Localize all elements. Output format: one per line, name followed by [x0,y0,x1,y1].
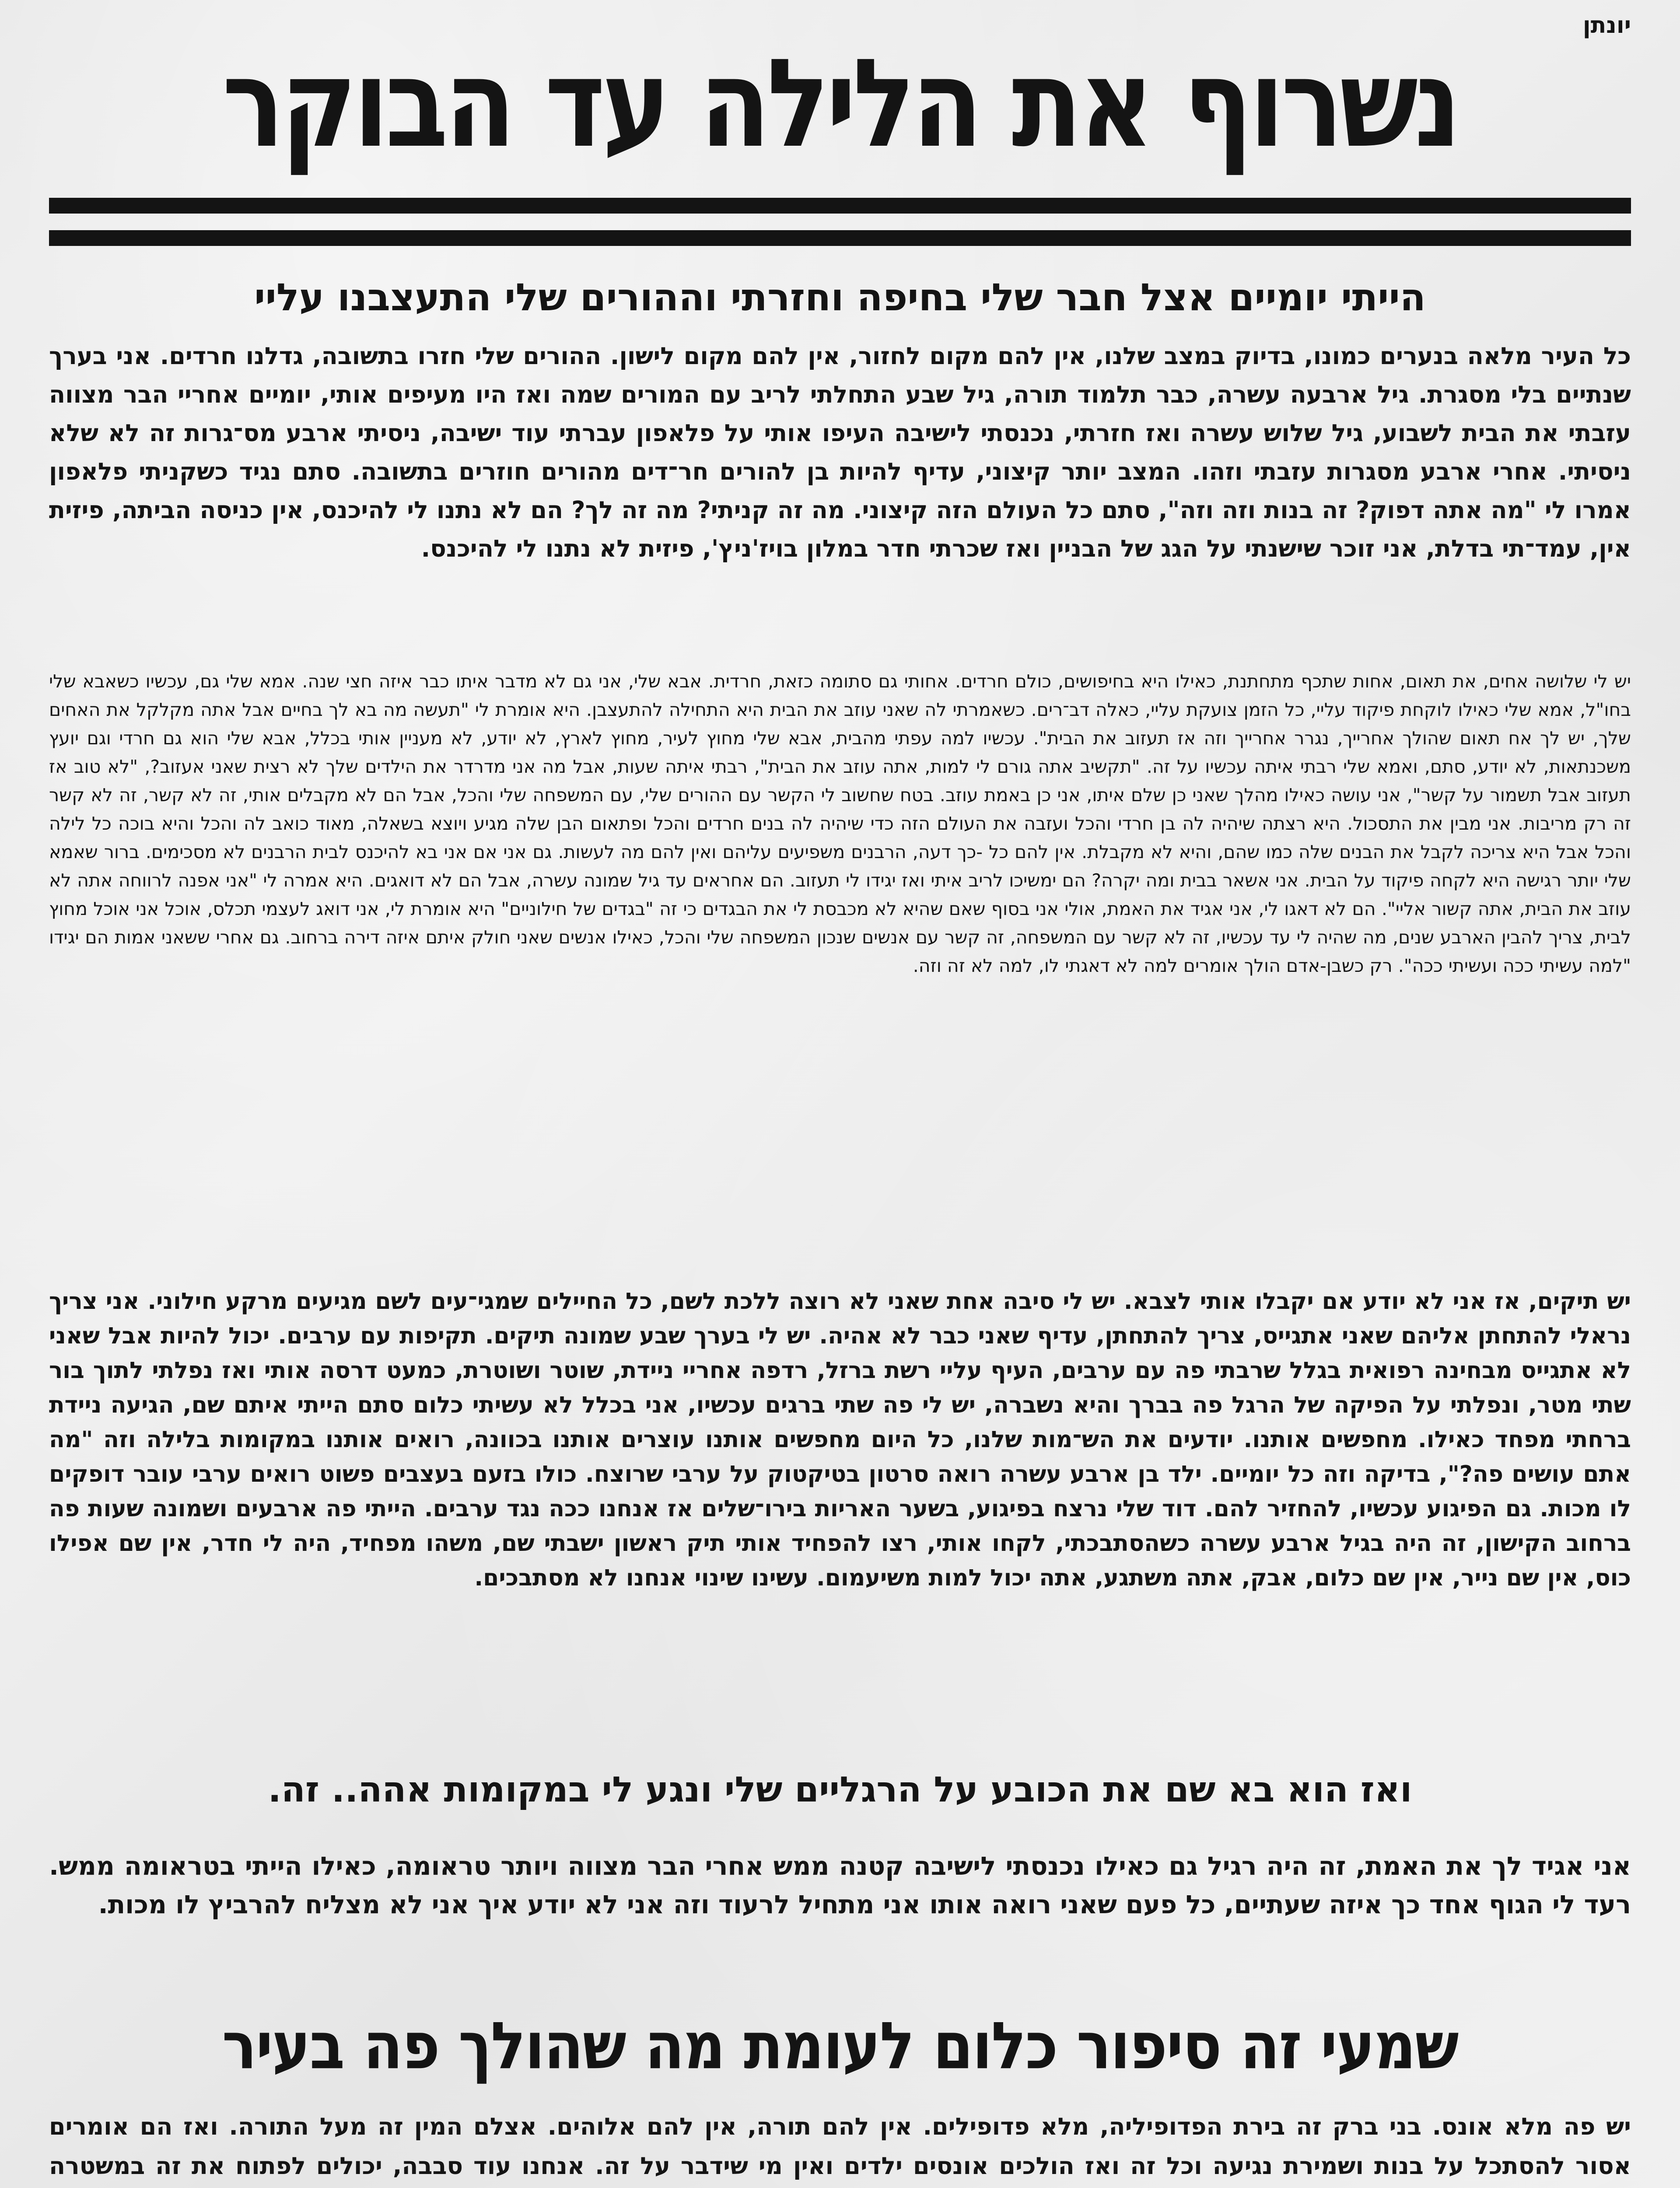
paragraph-city: יש פה מלא אונס. בני ברק זה בירת הפדופיליה, מלא פדופילים. אין להם תורה, אין להם אלוהים. אצלם המין זה מעל התורה. ואז הם אומרים אסור להסתכל על בנות ושמירת נגיעה וכל זה ואז הולכים אונסים ילדים ואין מי שידבר על זה. אנחנו עוד סבבה, יכולים לפתוח את זה במשטרה [49,2113,1631,2180]
byline: יונתן [1582,12,1631,39]
divider-rule-bottom [49,230,1631,246]
paragraph-army: יש תיקים, אז אני לא יודע אם יקבלו אותי לצבא. יש לי סיבה אחת שאני לא רוצה ללכת לשם, כל החיילים שמגי־עים לשם מגיעים מרקע חילוני. אני צריך נראלי להתחתן אליהם שאני אתגייס, צריך להתחתן, עדיף שאני כבר לא אהיה. יש לי בערך שבע שמונה תיקים. תקיפות עם ערבים. יכול להיות אבל שאני לא אתגייס מבחינה רפואית בגלל שרבתי פה עם ערבים, העיף עליי רשת ברזל, רדפה אחריי ניידת, שוטר ושוטרת, כמעט דרסה אותי ואז נפלתי לתוך בור שתי מטר, ונפלתי על הפיקה של הרגל פה בברך והיא נשברה, יש לי פה שתי ברגים עכשיו, אני בכלל לא עשיתי כלום סתם הייתי איתם שם, הגיעה ניידת ברחתי מפחד כאילו. מחפשים אותנו. יודעים את הש־מות שלנו, כל היום מחפשים אותנו עוצרים אותנו בכוונה, רואים אותנו במקומות בלילה וזה "מה אתם עושים פה?", בדיקה וזה כל יומיים. ילד בן ארבע עשרה רואה סרטון בטיקטוק על ערבי שרוצח. כולו בזעם בעצבים פשוט רואים ערבי עובר דופקים לו מכות. גם הפיגוע עכשיו, להחזיר להם. דוד שלי נרצח בפיגוע, בשער האריות בירו־שלים אז אנחנו ככה נגד ערבים. הייתי פה ארבעים ושמונה שעות פה ברחוב הקישון, זה היה בגיל ארבע עשרה כשהסתבכתי, לקחו אותי, רצו להפחיד אותי תיק ראשון ישבתי שם, משהו מפחיד, היה לי חדר, אין שם אפילו כוס, אין שם נייר, אין שם כלום, אבק, אתה משתגע, אתה יכול למות משיעמום. עשינו שינוי אנחנו לא מסתבכים. [49,1288,1631,1591]
headline: נשרוף את הלילה עד הבוקר [222,32,1458,175]
paragraph-intro: כל העיר מלאה בנערים כמונו, בדיוק במצב שלנו, אין להם מקום לחזור, אין להם מקום לישון. ההורים שלי חזרו בתשובה, גדלנו חרדים. אני בערך שנתיים בלי מסגרת. גיל ארבעה עשרה, כבר תלמוד תורה, גיל שבע התחלתי לריב עם המורים שמה ואז היו מעיפים אותי, יומיים אחריי הבר מצווה עזבתי את הבית לשבוע, גיל שלוש עשרה ואז חזרתי, נכנסתי לישיבה העיפו אותי על פלאפון עברתי עוד ישיבה, ניסיתי ארבע מס־גרות זה לא שלא ניסיתי. אחרי ארבע מסגרות עזבתי וזהו. המצב יותר קיצוני, עדיף להיות בן להורים חר־דים מהורים חוזרים בתשובה. סתם נגיד כשקניתי פלאפון אמרו לי "מה אתה דפוק? זה בנות וזה וזה", סתם כל העולם הזה קיצוני. מה זה קניתי? מה זה לך? הם לא נתנו לי להיכנס, אין כניסה הביתה, פיזית אין, עמד־תי בדלת, אני זוכר שישנתי על הגג של הבניין ואז שכרתי חדר במלון בויז'ניץ', פיזית לא נתנו לי להיכנס. [49,342,1631,562]
paragraph-trauma: אני אגיד לך את האמת, זה היה רגיל גם כאילו נכנסתי לישיבה קטנה ממש אחרי הבר מצווה ויותר טראומה, כאילו הייתי בטראומה ממש. רעד לי הגוף אחד כך איזה שעתיים, כל פעם שאני רואה אותו אני מתחיל לרעוד וזה אני לא יודע איך אני לא מצליח להרביץ לו מכות. [49,1851,1631,1919]
subhead: הייתי יומיים אצל חבר שלי בחיפה וחזרתי וההורים שלי התעצבנו עליי [254,276,1426,319]
paragraph-family: יש לי שלושה אחים, את תאום, אחות שתכף מתחתנת, כאילו היא בחיפושים, כולם חרדים. אחותי גם סתומה כזאת, חרדית. אבא שלי, אני גם לא מדבר איתו כבר איזה חצי שנה. אמא שלי גם, עכשיו כשאבא שלי בחו"ל, אמא שלי כאילו לוקחת פיקוד עליי, כל הזמן צועקת עליי, כאלה דב־רים. כשאמרתי לה שאני עוזב את הבית היא התחילה להתעצבן. היא אומרת לי "תעשה מה בא לך בחיים אבל אתה מקלקל את האחים שלך, יש לך אח תאום שהולך אחרייך, נגרר אחרייך וזה אז תעזוב את הבית". עכשיו למה עפתי מהבית, אבא שלי מחוץ לעיר, מחוץ לארץ, לא יודע, לא מעניין אותי בכלל, אבא שלי הוא גם חרדי וגם יועץ משכנתאות, לא יודע, סתם, ואמא שלי רבתי איתה עכשיו על זה. "תקשיב אתה גורם לי למות, אתה עוזב את הבית", רבתי איתה שעות, אבל מה אני מדרדר את הילדים שלך לא רצית שאני אעזוב?, "לא טוב אז תעזוב אבל תשמור על קשר", אני עושה כאילו מהלך שאני כן שלם איתו, אני כן באמת עוזב. בטח שחשוב לי הקשר עם ההורים שלי, עם המשפחה שלי והכל, אבל הם לא מקבלים אותי, זה לא קשר, זה לא קשר זה רק מריבות. אני מבין את התסכול. היא רצתה שיהיה לה בן חרדי והכל ועזבה את העולם הזה כדי שיהיה לה בנים חרדים והכל ופתאום הבן שלה מגיע ויוצא בשאלה, מאוד כואב לה והכל והיא בוכה כל לילה והכל אבל היא צריכה לקבל את הבנים שלה כמו שהם, והיא לא מקבלת. אין להם כל -כך דעה, הרבנים משפיעים עליהם ואין להם מה לעשות. גם אני אם אני בא להיכנס לבית הרבנים לא מסכימים. ברור שאמא שלי יותר רגישה היא לקחה פיקוד על הבית. אני אשאר בבית ומה יקרה? הם ימשיכו לריב איתי ואז יגידו לי תעזוב. הם אחראים עד גיל שמונה עשרה, אבל הם לא דואגים. היא אמרה לי "אני אפנה לרווחה אתה לא עוזב את הבית, אתה קשור אליי". הם לא דאגו לי, אני אגיד את האמת, אולי אני בסוף שאם שהיא לא מכבסת לי את הבגדים כי זה "בגדים של חילוניים" היא אומרת לי, אני דואג לעצמי תכלס, אוכל אני אוכל מחוץ לבית, צריך להבין הארבע שנים, מה שהיה לי עד עכשיו, זה לא קשר עם המשפחה, זה קשר עם אנשים שנכון המשפחה שלי והכל, כאילו אנשים שאני חולק איתם איזה דירה ברחוב. גם אחרי ששאני אמות הם יגידו "למה עשיתי ככה ועשיתי ככה". רק כשבן-אדם הולך אומרים למה לא דאגתי לו, למה לא זה וזה. [49,671,1631,976]
secondary-headline: שמעי זה סיפור כלום לעומת מה שהולך פה בעיר [222,2008,1458,2084]
callout-line: ואז הוא בא שם את הכובע על הרגליים שלי ונגע לי במקומות אהה.. זה. [268,1769,1412,1810]
divider-rule-top [49,198,1631,214]
